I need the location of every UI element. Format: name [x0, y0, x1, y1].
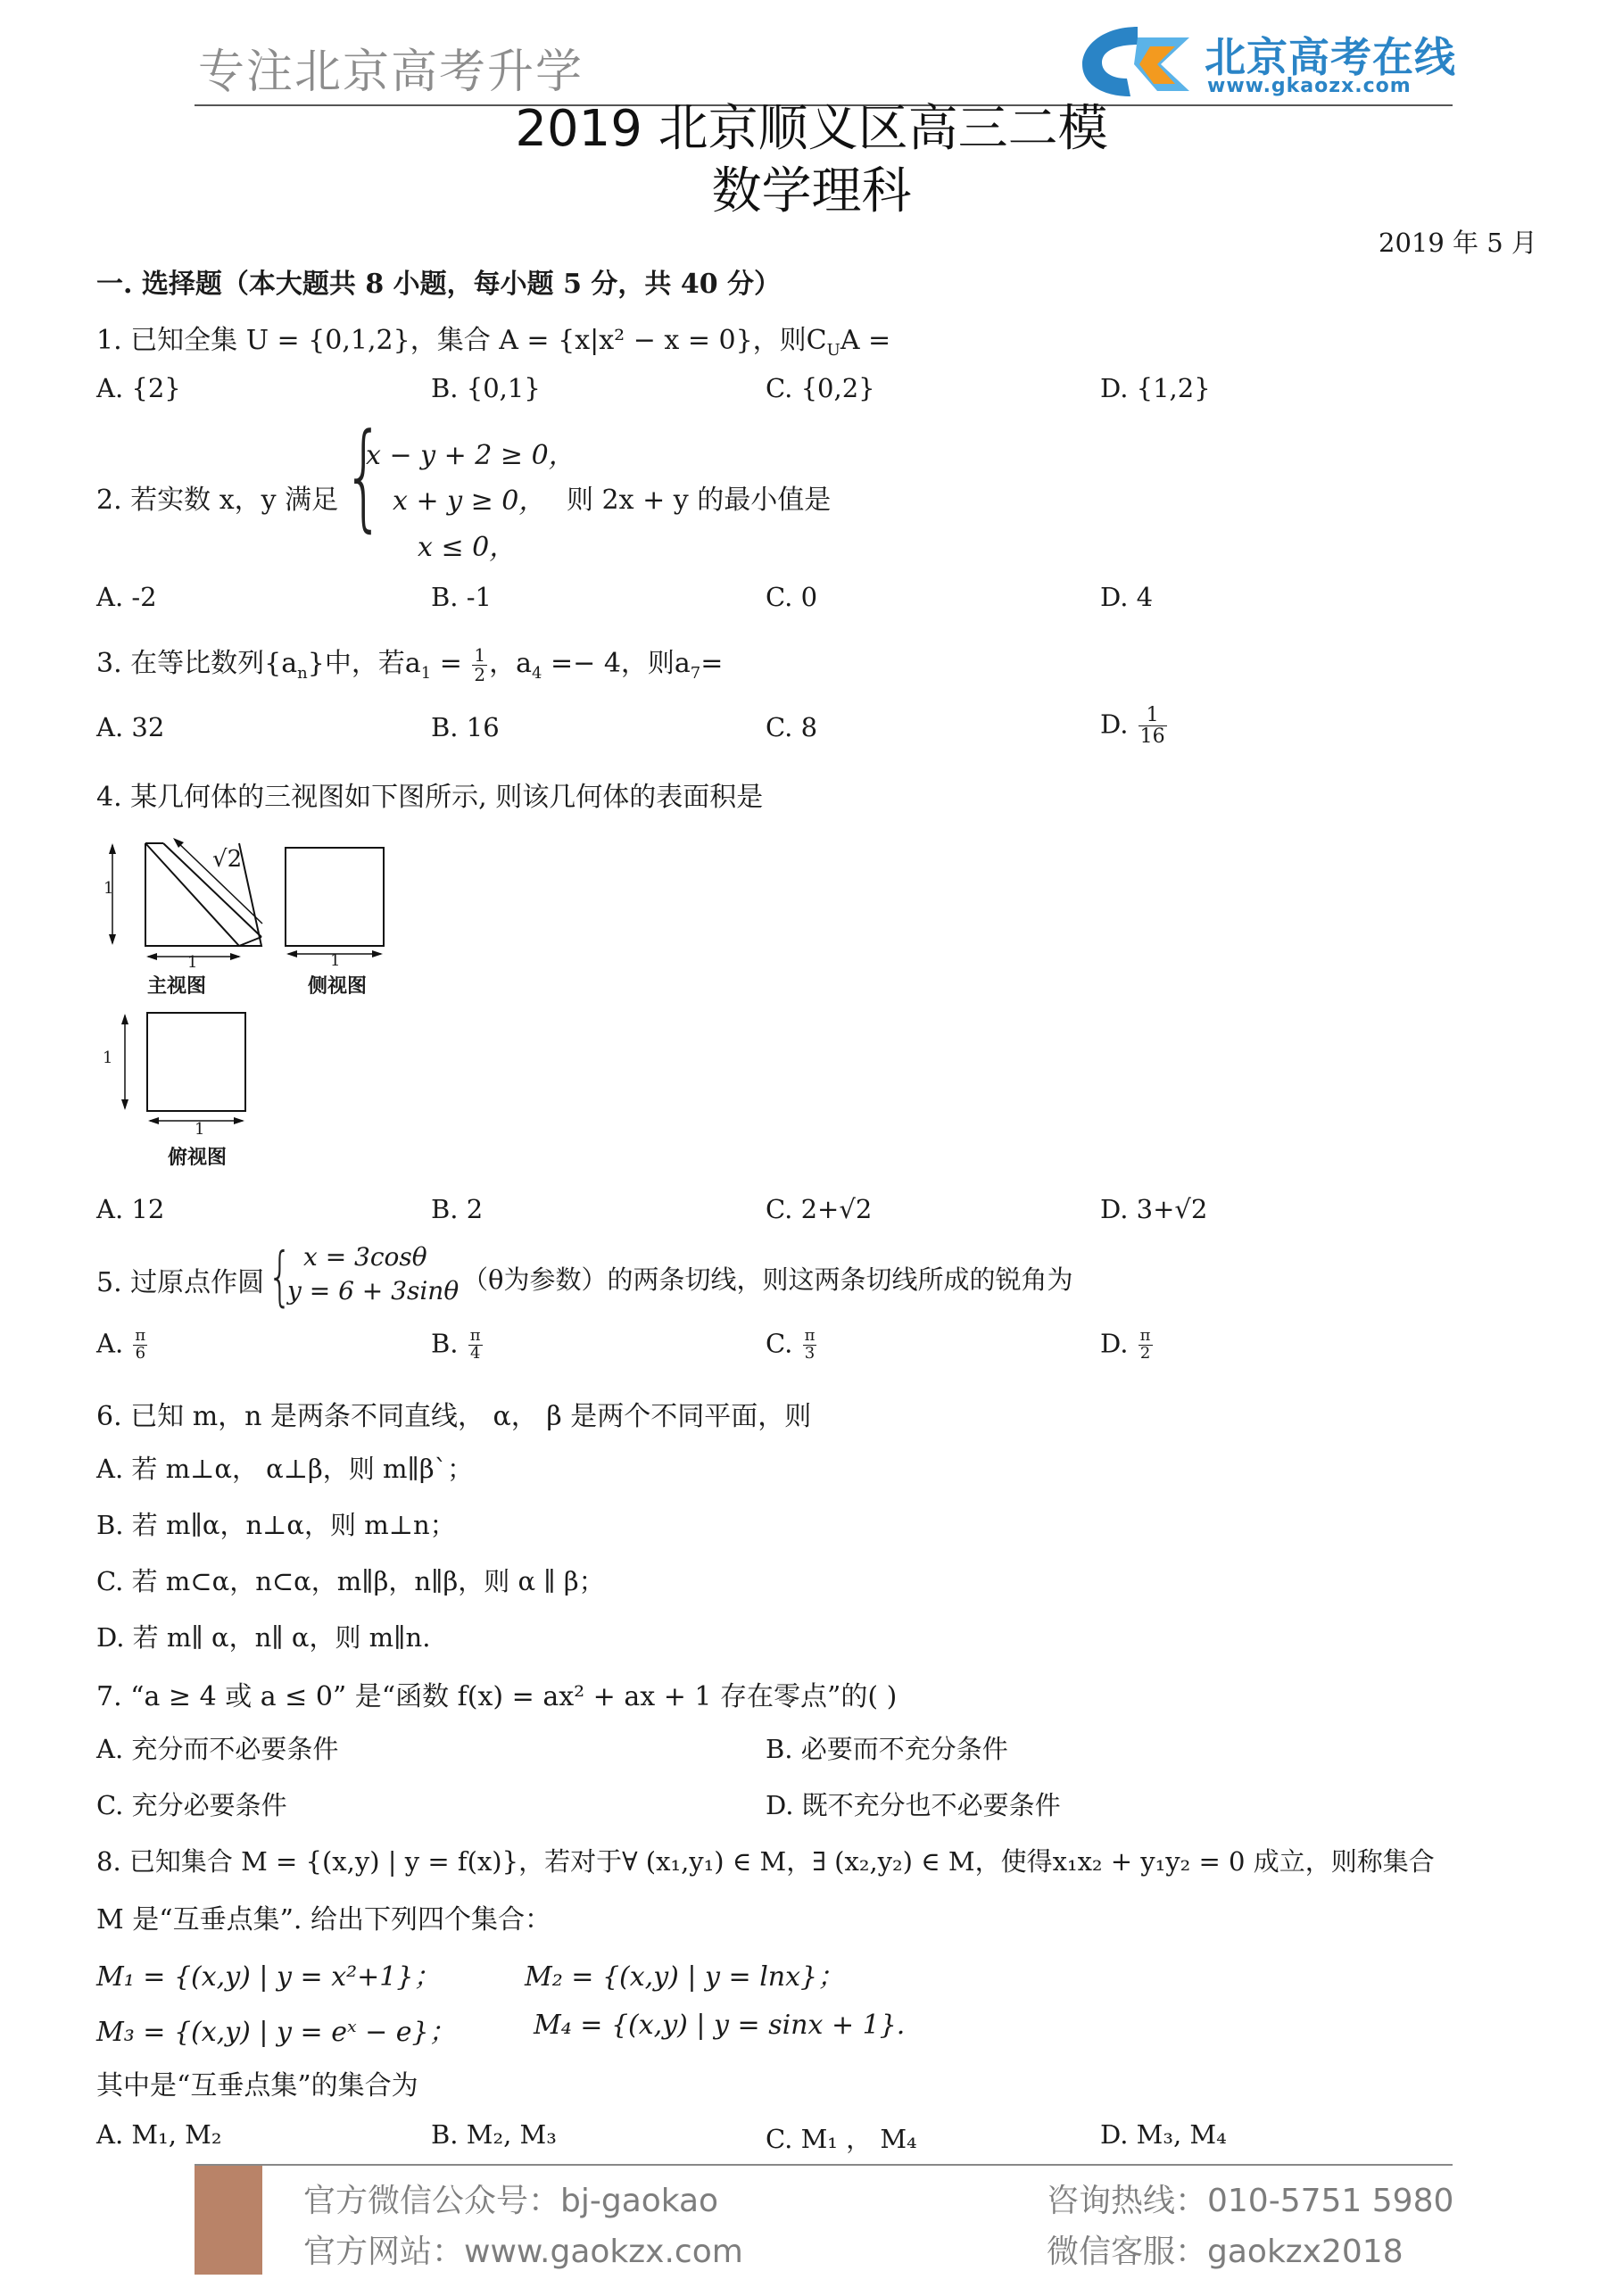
q1-option-d: D. {1,2}: [1100, 373, 1211, 403]
q7-option-c: C. 充分必要条件: [96, 1790, 287, 1820]
q5-option-d: D. $\frac{\pi}{2}$: [1100, 1326, 1151, 1363]
q2-option-c: C. 0: [766, 582, 818, 612]
question-8-line2: M 是“互垂点集”. 给出下列四个集合：: [96, 1904, 551, 1935]
q3-option-d: D. $\frac{1}{16}$: [1100, 704, 1165, 749]
q2-option-b: B. -1: [431, 582, 492, 612]
question-7-stem: 7. “a ≥ 4 或 a ≤ 0” 是“函数 f(x) = ax² + ax + 1 存在零点”的( ): [96, 1681, 898, 1712]
question-8-line1: 8. 已知集合 M = {(x,y) | y = f(x)}，若对于∀ (x₁,y₁) ∈ M，∃ (x₂,y₂) ∈ M，使得x₁x₂ + y₁y₂ = 0 成立，则称集合: [96, 1846, 1435, 1877]
top-view-label: 俯视图: [168, 1146, 228, 1169]
question-6-stem: 6. 已知 m，n 是两条不同直线， α， β 是两个不同平面，则: [96, 1401, 812, 1432]
front-view-label: 主视图: [147, 974, 207, 998]
question-1-stem: 1. 已知全集 U = {0,1,2}，集合 A = {x|x² − x = 0}，则$C_UA$ =: [96, 325, 891, 360]
q8-option-b: B. M₂, M₃: [431, 2119, 557, 2150]
footer-wechat-service: 微信客服：gaokzx2018: [1047, 2234, 1404, 2270]
q5-option-c: C. $\frac{\pi}{3}$: [766, 1326, 816, 1363]
q5-suffix: （θ为参数）的两条切线，则这两条切线所成的锐角为: [462, 1264, 1073, 1295]
front-height-label: 1: [104, 879, 114, 898]
question-5-prefix: 5. 过原点作圆: [96, 1267, 265, 1298]
footer-divider: [195, 2164, 1453, 2166]
side-width-label: 1: [330, 951, 341, 970]
q8-option-c: C. M₁ ， M₄: [766, 2124, 917, 2154]
q8-set-m1: M₁ = {(x,y) | y = x²+1}；: [96, 1961, 441, 1993]
q7-option-d: D. 既不充分也不必要条件: [766, 1790, 1061, 1820]
q3-option-b: B. 16: [431, 712, 500, 742]
param-brace: {: [268, 1239, 293, 1314]
side-view-label: 侧视图: [308, 974, 368, 998]
q1-option-a: A. {2}: [96, 373, 181, 403]
q4-option-d: D. 3+√2: [1100, 1194, 1208, 1224]
footer-wechat-account: 官方微信公众号：bj-gaokao: [303, 2183, 719, 2219]
q6-option-c: C. 若 m⊂α，n⊂α，m∥β，n∥β，则 α ∥ β；: [96, 1566, 605, 1596]
footer-website: 官方网站：www.gaokzx.com: [303, 2234, 743, 2270]
exam-date: 2019 年 5 月: [1379, 228, 1537, 258]
q8-set-m3: M₃ = {(x,y) | y = eˣ − e}；: [96, 2017, 456, 2048]
q3-option-a: A. 32: [96, 712, 165, 742]
q1-option-c: C. {0,2}: [766, 373, 875, 403]
front-diagonal-label: √2: [212, 846, 243, 873]
q2-constraint-1: x − y + 2 ≥ 0，: [366, 440, 576, 471]
q5-option-a: A. $\frac{\pi}{6}$: [96, 1326, 146, 1363]
q5-param-x: x = 3cosθ: [303, 1242, 427, 1272]
logo-icon: [1075, 20, 1200, 100]
q2-option-d: D. 4: [1100, 582, 1154, 612]
q5-option-b: B. $\frac{\pi}{4}$: [431, 1326, 481, 1363]
question-2-prefix: 2. 若实数 x，y 满足: [96, 485, 339, 516]
q4-option-c: C. 2+√2: [766, 1194, 873, 1224]
logo-url: www.gkaozx.com: [1207, 75, 1412, 97]
q7-option-b: B. 必要而不充分条件: [766, 1734, 1008, 1764]
system-brace: {: [344, 408, 385, 543]
top-view-diagram: [103, 1008, 254, 1142]
q8-set-m4: M₄ = {(x,y) | y = sinx + 1}.: [534, 2010, 906, 2041]
q6-option-d: D. 若 m∥ α，n∥ α，则 m∥n.: [96, 1622, 431, 1653]
front-width-label: 1: [187, 953, 198, 972]
footer-hotline: 咨询热线：010-5751 5980: [1047, 2183, 1454, 2219]
front-view-diagram: [96, 834, 275, 964]
q5-param-y: y = 6 + 3sinθ: [287, 1276, 460, 1305]
q1-option-b: B. {0,1}: [431, 373, 541, 403]
exam-title: 2019 北京顺义区高三二模: [515, 100, 1108, 158]
q4-option-a: A. 12: [96, 1194, 165, 1224]
q2-constraint-3: x ≤ 0，: [418, 532, 517, 563]
q2-option-a: A. -2: [96, 582, 157, 612]
question-8-line3: 其中是“互垂点集”的集合为: [96, 2070, 418, 2101]
q4-option-b: B. 2: [431, 1194, 484, 1224]
side-view-diagram: [281, 843, 388, 959]
q8-set-m2: M₂ = {(x,y) | y = lnx}；: [525, 1961, 845, 1993]
exam-subject: 数学理科: [711, 162, 912, 220]
question-4-stem: 4. 某几何体的三视图如下图所示, 则该几何体的表面积是: [96, 782, 764, 813]
top-width-label: 1: [195, 1120, 205, 1139]
question-3-stem: 3. 在等比数列$\{a_n\}$中，若$a_1$ = $\frac{1}{2}$ ，$a_4 =- 4$，则$a_7=$: [96, 643, 724, 685]
q3-option-c: C. 8: [766, 712, 818, 742]
logo-name: 北京高考在线: [1205, 33, 1456, 81]
q8-option-d: D. M₃, M₄: [1100, 2119, 1227, 2150]
q2-suffix: 则 2x + y 的最小值是: [567, 485, 832, 516]
top-height-label: 1: [103, 1049, 113, 1067]
header-slogan: 专注北京高考升学: [198, 46, 584, 99]
q7-option-a: A. 充分而不必要条件: [96, 1734, 339, 1764]
footer-accent-block: [195, 2166, 262, 2275]
q6-option-b: B. 若 m∥α，n⊥α，则 m⊥n；: [96, 1510, 456, 1540]
q6-option-a: A. 若 m⊥α， α⊥β，则 m∥β`；: [96, 1454, 474, 1484]
section-heading: 一. 选择题（本大题共 8 小题，每小题 5 分，共 40 分）: [96, 269, 782, 300]
q2-constraint-2: x + y ≥ 0，: [393, 485, 546, 517]
q8-option-a: A. M₁, M₂: [96, 2119, 222, 2150]
